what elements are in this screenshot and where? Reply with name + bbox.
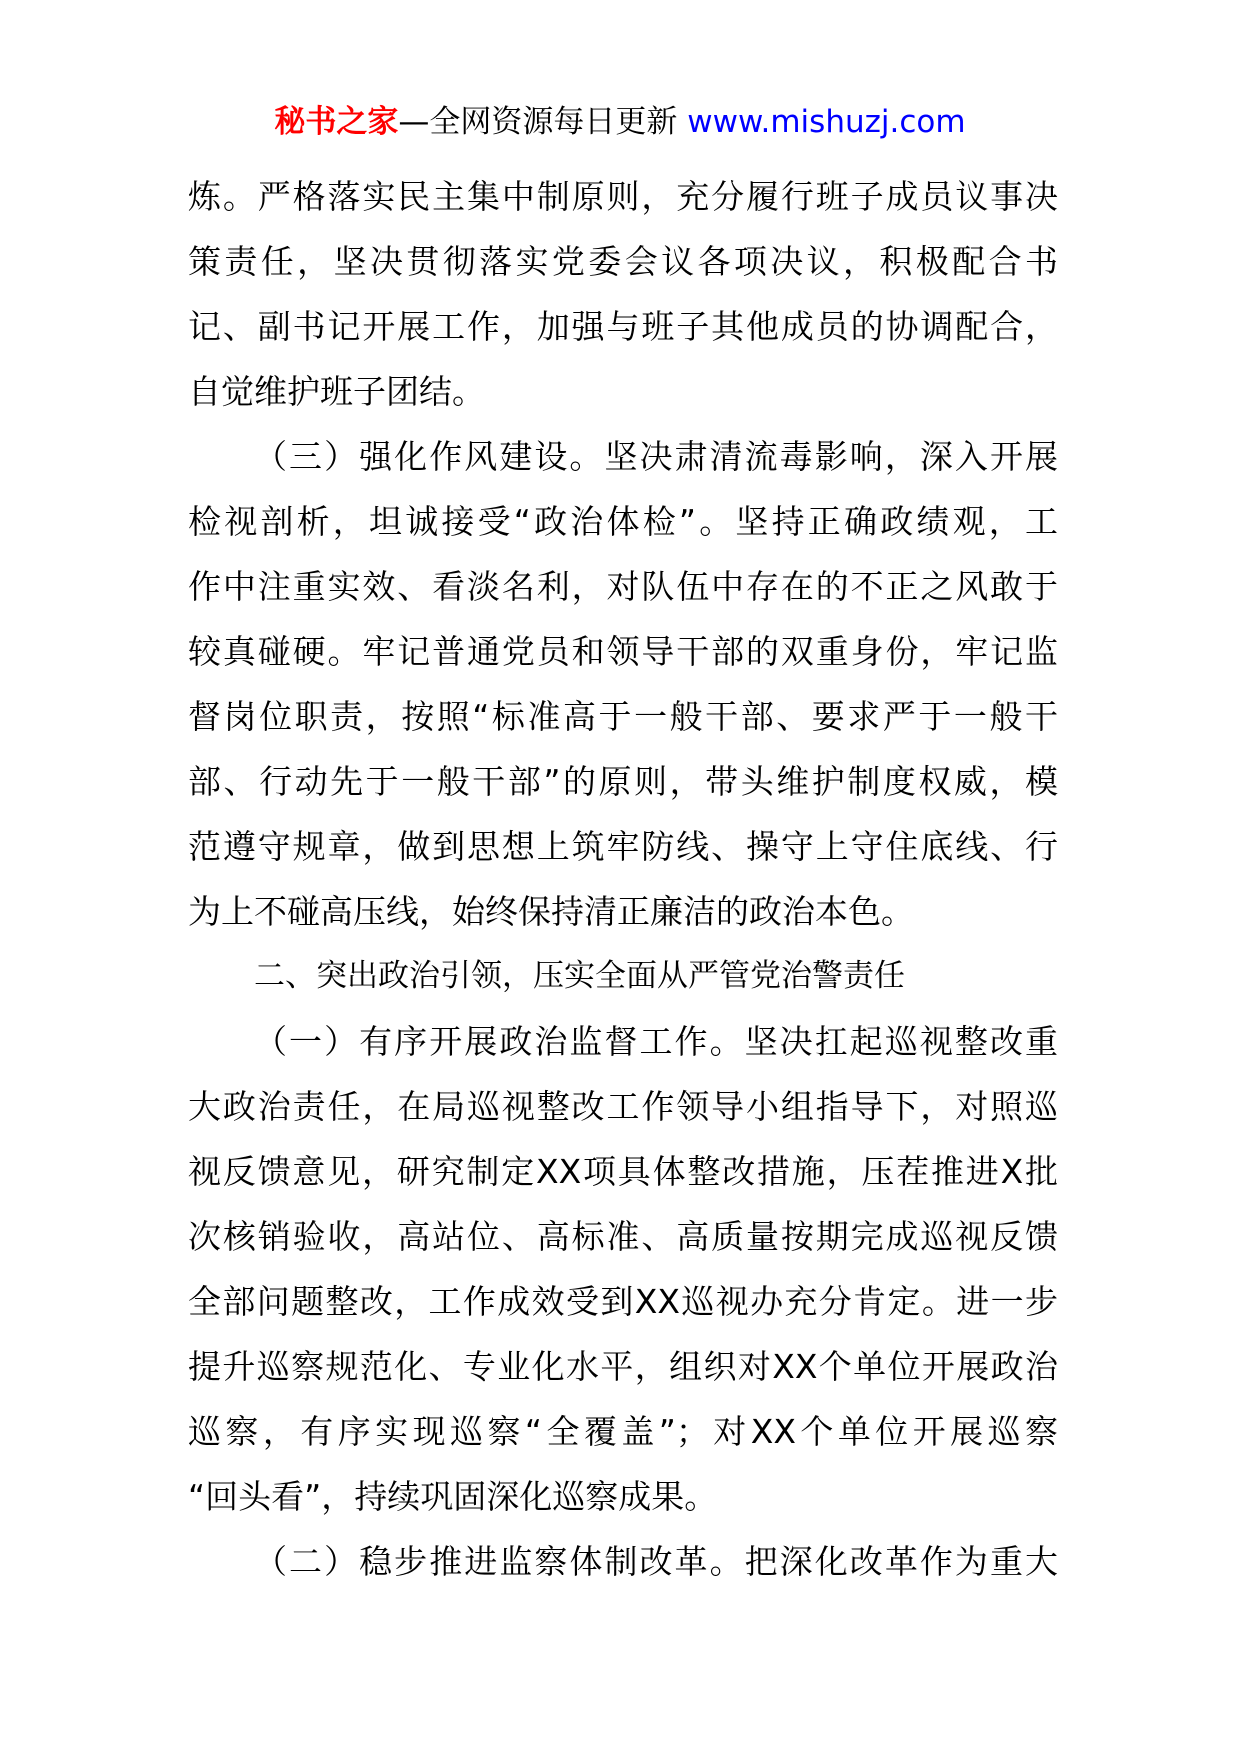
text-line: “回头看”，持续巩固深化巡察成果。 [188, 1477, 718, 1516]
site-tagline: —全网资源每日更新 [398, 104, 678, 140]
text-line: 策责任，坚决贯彻落实党委会议各项决议，积极配合书 [188, 242, 1058, 281]
text-line: 作中注重实效、看淡名利，对队伍中存在的不正之风敢于 [188, 567, 1058, 606]
text-line: （二）稳步推进监察体制改革。把深化改革作为重大 [254, 1542, 1058, 1581]
site-brand: 秘书之家 [274, 104, 399, 140]
text-line: 大政治责任，在局巡视整改工作领导小组指导下，对照巡 [188, 1087, 1058, 1126]
text-line: 自觉维护班子团结。 [188, 372, 485, 411]
text-line: 巡察，有序实现巡察“全覆盖”；对XX个单位开展巡察 [188, 1412, 1058, 1451]
site-header [0, 100, 1240, 144]
text-line: 为上不碰高压线，始终保持清正廉洁的政治本色。 [188, 892, 914, 931]
text-line: 炼。严格落实民主集中制原则，充分履行班子成员议事决 [188, 177, 1058, 216]
text-line: 次核销验收，高站位、高标准、高质量按期完成巡视反馈 [188, 1217, 1058, 1256]
text-line: 视反馈意见，研究制定XX项具体整改措施，压茬推进X批 [188, 1152, 1058, 1191]
text-line: 提升巡察规范化、专业化水平，组织对XX个单位开展政治 [188, 1347, 1058, 1386]
text-line: 范遵守规章，做到思想上筑牢防线、操守上守住底线、行 [188, 827, 1058, 866]
document-body [188, 164, 1058, 1594]
text-line: （一）有序开展政治监督工作。坚决扛起巡视整改重 [254, 1022, 1058, 1061]
text-line: 检视剖析，坦诚接受“政治体检”。坚持正确政绩观，工 [188, 502, 1058, 541]
text-line: 记、副书记开展工作，加强与班子其他成员的协调配合， [188, 307, 1058, 346]
text-line: 全部问题整改，工作成效受到XX巡视办充分肯定。进一步 [188, 1282, 1058, 1321]
text-line: 部、行动先于一般干部”的原则，带头维护制度权威，模 [188, 762, 1058, 801]
text-line: 督岗位职责，按照“标准高于一般干部、要求严于一般干 [188, 697, 1058, 736]
site-url-link[interactable]: www.mishuzj.com [687, 104, 966, 140]
text-line: （三）强化作风建设。坚决肃清流毒影响，深入开展 [254, 437, 1058, 476]
text-line: 较真碰硬。牢记普通党员和领导干部的双重身份，牢记监 [188, 632, 1058, 671]
section-heading: 二、突出政治引领，压实全面从严管党治警责任 [254, 958, 905, 994]
